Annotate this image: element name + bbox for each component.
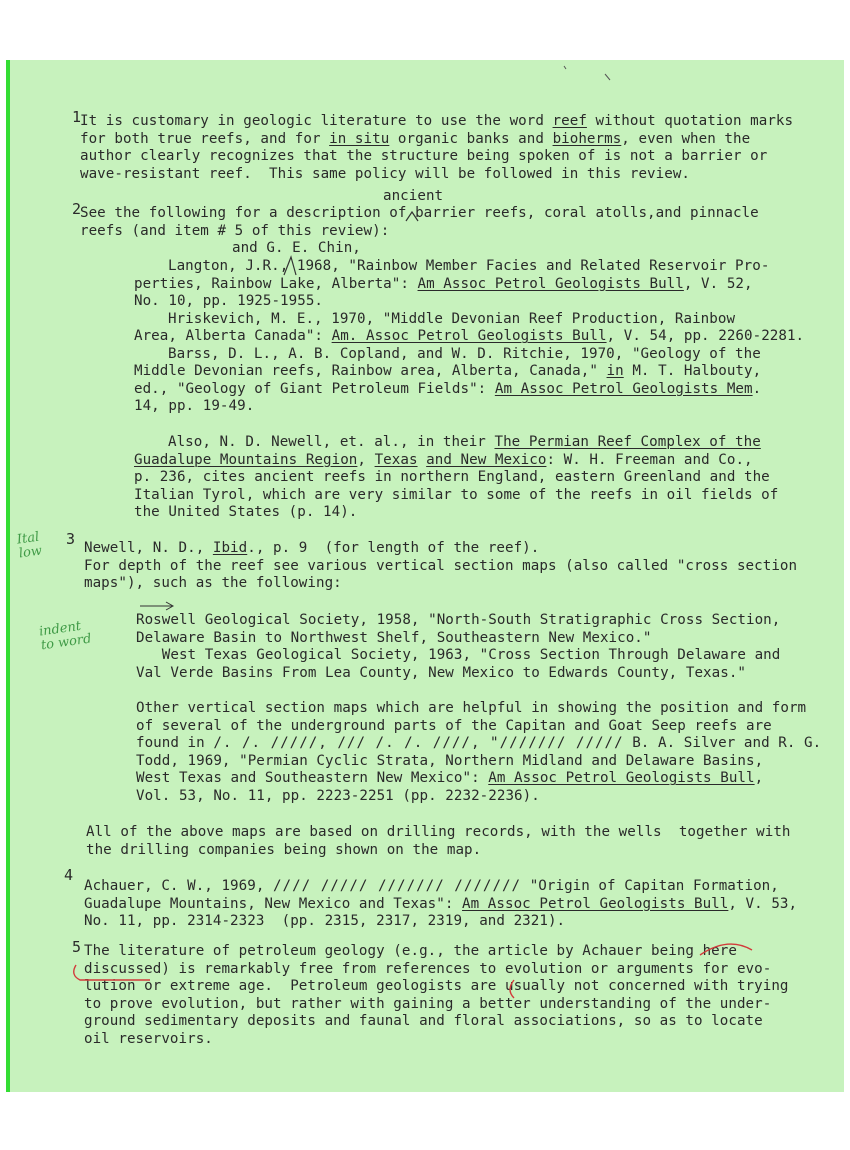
underlined-title: bioherms — [552, 130, 622, 147]
underlined-title: in — [606, 363, 624, 379]
underlined-title: Am. Assoc Petrol Geologists Bull — [331, 328, 607, 344]
text-line: oil reservoirs. — [84, 1030, 213, 1047]
text-line: the United States (p. 14). — [134, 504, 358, 520]
text-line: for both true reefs, and for in situ organic banks and bioherms, even when the — [80, 130, 751, 147]
text-line: found in /. /. /////, /// /. /. ////, "/////// ///// B. A. Silver and R. G. — [136, 735, 822, 751]
underlined-title: Am Assoc Petrol Geologists Bull — [417, 275, 684, 292]
text-line: Hriskevich, M. E., 1970, "Middle Devonian Reef Production, Rainbow — [168, 310, 736, 327]
text-line: of several of the underground parts of the Capitan and Goat Seep reefs are — [136, 717, 772, 734]
footnote-marker-2: 2 — [72, 200, 82, 218]
underlined-title: reef — [552, 113, 587, 129]
underlined-title: Am Assoc Petrol Geologists Bull — [488, 770, 755, 786]
text-line: Guadalupe Mountains Region, Texas and New Mexico: W. H. Freeman and Co., — [134, 451, 753, 468]
text-line: West Texas Geological Society, 1963, "Cross Section Through Delaware and — [136, 647, 781, 663]
text-line: lution or extreme age. Petroleum geologists are usually not concerned with trying — [84, 978, 789, 994]
underlined-title: in situ — [329, 130, 390, 147]
text-line: discussed) is remarkably free from references to evolution or arguments for evo- — [84, 960, 772, 977]
text-line: For depth of the reef see various vertical section maps (also called "cross section — [84, 557, 798, 574]
underlined-title: Texas — [374, 451, 418, 468]
underlined-title: and New Mexico — [426, 451, 547, 468]
text-line: Val Verde Basins From Lea County, New Mexico to Edwards County, Texas." — [136, 664, 747, 681]
footnote-marker-5: 5 — [72, 938, 82, 956]
text-line: Achauer, C. W., 1969, //// ///// /////// /////// "Origin of Capitan Formation, — [84, 878, 779, 894]
text-line: maps"), such as the following: — [84, 575, 342, 591]
struck-out-text: /. /. /////, /// /. /. ////, "/////// ///// — [213, 735, 624, 751]
insert-ancient: ancient — [383, 188, 444, 204]
text-line: No. 10, pp. 1925-1955. — [134, 293, 324, 309]
text-line: No. 11, pp. 2314-2323 (pp. 2315, 2317, 2319, and 2321). — [84, 913, 566, 929]
underlined-title: Am Assoc Petrol Geologists Mem — [494, 380, 753, 397]
footnote-marker-1: 1 — [72, 108, 82, 126]
text-line: Barss, D. L., A. B. Copland, and W. D. Ritchie, 1970, "Geology of the — [168, 345, 761, 362]
text-line: to prove evolution, but rather with gaining a better understanding of the under- — [84, 995, 772, 1012]
text-line: ed., "Geology of Giant Petroleum Fields": Am Assoc Petrol Geologists Mem. — [134, 380, 762, 397]
text-line: Vol. 53, No. 11, pp. 2223-2251 (pp. 2232-2236). — [136, 787, 540, 804]
text-line: All of the above maps are based on drilling records, with the wells together with — [86, 824, 791, 840]
text-line: Delaware Basin to Northwest Shelf, Southeastern New Mexico." — [136, 629, 652, 646]
underlined-title: Am Assoc Petrol Geologists Bull — [462, 895, 729, 912]
margin-note-indent: indent to word — [38, 618, 93, 654]
footnote-marker-4: 4 — [64, 866, 74, 884]
text-line: Newell, N. D., Ibid., p. 9 (for length of the reef). — [84, 540, 540, 556]
text-line: Roswell Geological Society, 1958, "North-South Stratigraphic Cross Section, — [136, 612, 781, 628]
text-line: p. 236, cites ancient reefs in northern England, eastern Greenland and the — [134, 469, 770, 485]
underlined-title: Ibid — [212, 540, 248, 556]
text-line: perties, Rainbow Lake, Alberta": Am Assoc Petrol Geologists Bull, V. 52, — [134, 275, 753, 292]
text-line: West Texas and Southeastern New Mexico": Am Assoc Petrol Geologists Bull, — [136, 770, 764, 786]
text-line: author clearly recognizes that the structure being spoken of is not a barrier or — [80, 148, 768, 164]
text-line: Middle Devonian reefs, Rainbow area, Alberta, Canada," in M. T. Halbouty, — [134, 363, 762, 379]
text-line: Langton, J.R., 1968, "Rainbow Member Facies and Related Reservoir Pro- — [168, 258, 770, 274]
text-line: wave-resistant reef. This same policy will be followed in this review. — [80, 165, 691, 182]
text-line: Area, Alberta Canada": Am. Assoc Petrol Geologists Bull, V. 54, pp. 2260-2281. — [134, 328, 805, 344]
footnote-marker-3: 3 — [66, 530, 76, 548]
text-line: See the following for a description of barrier reefs, coral atolls,and pinnacle — [80, 205, 759, 221]
text-line: Italian Tyrol, which are very similar to some of the reefs in oil fields of — [134, 486, 779, 503]
underlined-title: The Permian Reef Complex of the — [494, 434, 761, 450]
text-line: Todd, 1969, "Permian Cyclic Strata, Northern Midland and Delaware Basins, — [136, 752, 764, 769]
text-line: It is customary in geologic literature to use the word reef without quotation marks — [80, 113, 794, 129]
text-line: the drilling companies being shown on the map. — [86, 841, 482, 858]
text-line: Other vertical section maps which are helpful in showing the position and form — [136, 700, 807, 716]
text-line: 14, pp. 19-49. — [134, 398, 255, 414]
text-line: Also, N. D. Newell, et. al., in their The Permian Reef Complex of the — [168, 434, 761, 450]
underlined-title: Guadalupe Mountains Region — [134, 451, 358, 468]
text-line: The literature of petroleum geology (e.g., the article by Achauer being here — [84, 943, 737, 959]
text-line: ground sedimentary deposits and faunal and floral associations, so as to locate — [84, 1013, 763, 1029]
margin-note-ital: Ital low — [16, 529, 43, 562]
struck-out-text: //// ///// /////// /////// — [273, 878, 522, 894]
text-line: Guadalupe Mountains, New Mexico and Texas": Am Assoc Petrol Geologists Bull, V. 53, — [84, 895, 798, 912]
insert-chin: and G. E. Chin, — [232, 240, 361, 256]
text-line: reefs (and item # 5 of this review): — [80, 222, 390, 239]
